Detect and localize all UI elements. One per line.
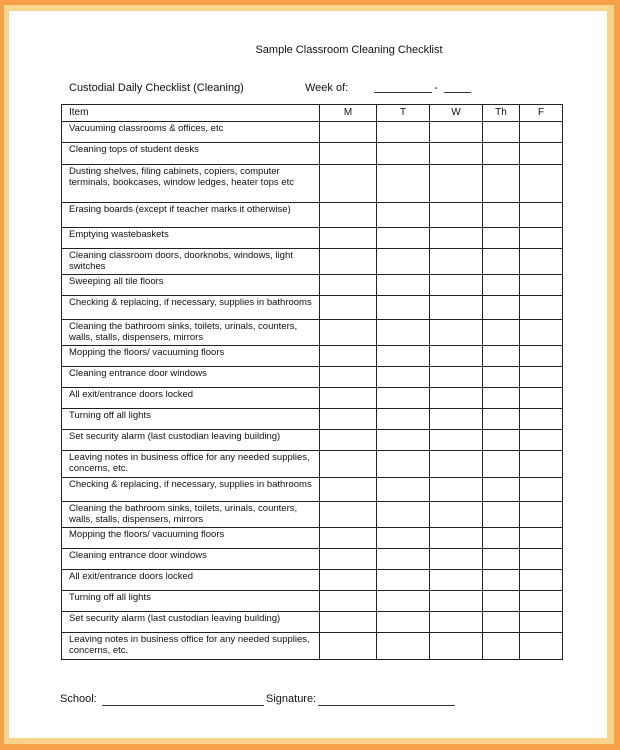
- checklist-item: Turning off all lights: [62, 408, 320, 429]
- checkbox-cell-monday[interactable]: [320, 345, 377, 366]
- checkbox-cell-wednesday[interactable]: [430, 590, 483, 611]
- checkbox-cell-friday[interactable]: [520, 248, 563, 274]
- table-row: [62, 387, 563, 408]
- checkbox-cell-wednesday[interactable]: [430, 142, 483, 164]
- checkbox-cell-monday[interactable]: [320, 387, 377, 408]
- checkbox-cell-friday[interactable]: [520, 408, 563, 429]
- checkbox-cell-tuesday[interactable]: [377, 501, 430, 527]
- checkbox-cell-thursday[interactable]: [483, 527, 520, 548]
- checkbox-cell-thursday[interactable]: [483, 501, 520, 527]
- checklist-item: Mopping the floors/ vacuuming floors: [62, 345, 320, 366]
- checkbox-cell-monday[interactable]: [320, 274, 377, 295]
- checkbox-cell-wednesday[interactable]: [430, 501, 483, 527]
- checkbox-cell-monday[interactable]: [320, 142, 377, 164]
- table-row: [62, 345, 563, 366]
- checkbox-cell-thursday[interactable]: [483, 611, 520, 632]
- checkbox-cell-monday[interactable]: [320, 632, 377, 659]
- checkbox-cell-tuesday[interactable]: [377, 202, 430, 227]
- table-row: [62, 450, 563, 477]
- checkbox-cell-monday[interactable]: [320, 477, 377, 501]
- checkbox-cell-thursday[interactable]: [483, 450, 520, 477]
- checkbox-cell-wednesday[interactable]: [430, 295, 483, 319]
- checkbox-cell-friday[interactable]: [520, 227, 563, 248]
- checkbox-cell-thursday[interactable]: [483, 227, 520, 248]
- checkbox-cell-wednesday[interactable]: [430, 319, 483, 345]
- checkbox-cell-thursday[interactable]: [483, 590, 520, 611]
- checkbox-cell-friday[interactable]: [520, 429, 563, 450]
- checkbox-cell-monday[interactable]: [320, 164, 377, 202]
- checkbox-cell-friday[interactable]: [520, 569, 563, 590]
- column-header-monday: M: [320, 105, 377, 122]
- checklist-subheading: Custodial Daily Checklist (Cleaning): [69, 82, 244, 94]
- column-header-item: Item: [62, 105, 320, 122]
- checkbox-cell-wednesday[interactable]: [430, 366, 483, 387]
- checkbox-cell-monday[interactable]: [320, 366, 377, 387]
- checkbox-cell-friday[interactable]: [520, 319, 563, 345]
- table-row: [62, 248, 563, 274]
- checkbox-cell-tuesday[interactable]: [377, 477, 430, 501]
- checklist-item: Cleaning entrance door windows: [62, 548, 320, 569]
- checkbox-cell-friday[interactable]: [520, 202, 563, 227]
- checklist-item: All exit/entrance doors locked: [62, 387, 320, 408]
- table-row: [62, 164, 563, 202]
- week-start-line[interactable]: [374, 92, 432, 93]
- checkbox-cell-monday[interactable]: [320, 611, 377, 632]
- checkbox-cell-friday[interactable]: [520, 590, 563, 611]
- checkbox-cell-monday[interactable]: [320, 527, 377, 548]
- checkbox-cell-thursday[interactable]: [483, 408, 520, 429]
- checkbox-cell-wednesday[interactable]: [430, 121, 483, 142]
- checkbox-cell-wednesday[interactable]: [430, 548, 483, 569]
- school-label: School:: [60, 693, 97, 705]
- checkbox-cell-tuesday[interactable]: [377, 527, 430, 548]
- checkbox-cell-wednesday[interactable]: [430, 527, 483, 548]
- checkbox-cell-thursday[interactable]: [483, 319, 520, 345]
- week-separator: -: [434, 82, 438, 94]
- checkbox-cell-tuesday[interactable]: [377, 408, 430, 429]
- checkbox-cell-friday[interactable]: [520, 611, 563, 632]
- checklist-item: Cleaning the bathroom sinks, toilets, urinals, counters, walls, stalls, dispensers, mirrors: [62, 501, 320, 527]
- checklist-item: Cleaning tops of student desks: [62, 142, 320, 164]
- checkbox-cell-wednesday[interactable]: [430, 477, 483, 501]
- table-row: [62, 366, 563, 387]
- checkbox-cell-friday[interactable]: [520, 121, 563, 142]
- checkbox-cell-wednesday[interactable]: [430, 387, 483, 408]
- checkbox-cell-friday[interactable]: [520, 632, 563, 659]
- table-row: [62, 429, 563, 450]
- checkbox-cell-wednesday[interactable]: [430, 345, 483, 366]
- checkbox-cell-friday[interactable]: [520, 527, 563, 548]
- column-header-thursday: Th: [483, 105, 520, 122]
- checkbox-cell-monday[interactable]: [320, 319, 377, 345]
- checkbox-cell-monday[interactable]: [320, 429, 377, 450]
- checkbox-cell-friday[interactable]: [520, 501, 563, 527]
- checkbox-cell-monday[interactable]: [320, 248, 377, 274]
- checkbox-cell-thursday[interactable]: [483, 248, 520, 274]
- checkbox-cell-wednesday[interactable]: [430, 450, 483, 477]
- checkbox-cell-tuesday[interactable]: [377, 142, 430, 164]
- checkbox-cell-friday[interactable]: [520, 387, 563, 408]
- checkbox-cell-tuesday[interactable]: [377, 366, 430, 387]
- checkbox-cell-thursday[interactable]: [483, 121, 520, 142]
- checkbox-cell-tuesday[interactable]: [377, 548, 430, 569]
- table-row: [62, 501, 563, 527]
- week-end-line[interactable]: [444, 92, 471, 93]
- checklist-item: Checking & replacing, if necessary, supplies in bathrooms: [62, 477, 320, 501]
- checkbox-cell-friday[interactable]: [520, 142, 563, 164]
- checkbox-cell-thursday[interactable]: [483, 274, 520, 295]
- checkbox-cell-tuesday[interactable]: [377, 590, 430, 611]
- checkbox-cell-wednesday[interactable]: [430, 569, 483, 590]
- page-title: Sample Classroom Cleaning Checklist: [255, 44, 443, 56]
- table-row: [62, 569, 563, 590]
- checkbox-cell-friday[interactable]: [520, 345, 563, 366]
- checkbox-cell-monday[interactable]: [320, 548, 377, 569]
- checklist-item: Leaving notes in business office for any needed supplies, concerns, etc.: [62, 450, 320, 477]
- checkbox-cell-monday[interactable]: [320, 569, 377, 590]
- checklist-item: Sweeping all tile floors: [62, 274, 320, 295]
- checkbox-cell-monday[interactable]: [320, 295, 377, 319]
- table-row: [62, 227, 563, 248]
- table-row: [62, 632, 563, 659]
- signature-field-line[interactable]: [318, 705, 455, 706]
- column-header-friday: F: [520, 105, 563, 122]
- checkbox-cell-tuesday[interactable]: [377, 632, 430, 659]
- table-header-row: [62, 105, 563, 122]
- checkbox-cell-monday[interactable]: [320, 227, 377, 248]
- checkbox-cell-wednesday[interactable]: [430, 274, 483, 295]
- checkbox-cell-tuesday[interactable]: [377, 611, 430, 632]
- checkbox-cell-thursday[interactable]: [483, 295, 520, 319]
- checkbox-cell-friday[interactable]: [520, 366, 563, 387]
- checklist-item: Checking & replacing, if necessary, supplies in bathrooms: [62, 295, 320, 319]
- checkbox-cell-wednesday[interactable]: [430, 408, 483, 429]
- checkbox-cell-monday[interactable]: [320, 590, 377, 611]
- checkbox-cell-wednesday[interactable]: [430, 202, 483, 227]
- checklist-item: Erasing boards (except if teacher marks it otherwise): [62, 202, 320, 227]
- checkbox-cell-tuesday[interactable]: [377, 274, 430, 295]
- checklist-item: Set security alarm (last custodian leaving building): [62, 429, 320, 450]
- checklist-item: Emptying wastebaskets: [62, 227, 320, 248]
- checkbox-cell-friday[interactable]: [520, 274, 563, 295]
- checklist-item: Turning off all lights: [62, 590, 320, 611]
- checklist-item: All exit/entrance doors locked: [62, 569, 320, 590]
- table-row: [62, 295, 563, 319]
- checkbox-cell-tuesday[interactable]: [377, 450, 430, 477]
- checkbox-cell-thursday[interactable]: [483, 477, 520, 501]
- checkbox-cell-tuesday[interactable]: [377, 164, 430, 202]
- checkbox-cell-tuesday[interactable]: [377, 295, 430, 319]
- checkbox-cell-friday[interactable]: [520, 450, 563, 477]
- week-of-label: Week of:: [305, 82, 349, 94]
- checkbox-cell-thursday[interactable]: [483, 387, 520, 408]
- table-row: [62, 611, 563, 632]
- checklist-item: Vacuuming classrooms & offices, etc: [62, 121, 320, 142]
- checkbox-cell-tuesday[interactable]: [377, 429, 430, 450]
- checkbox-cell-monday[interactable]: [320, 121, 377, 142]
- checkbox-cell-monday[interactable]: [320, 450, 377, 477]
- checklist-item: Cleaning entrance door windows: [62, 366, 320, 387]
- checkbox-cell-thursday[interactable]: [483, 429, 520, 450]
- table-row: [62, 590, 563, 611]
- checklist-item: Cleaning classroom doors, doorknobs, windows, light switches: [62, 248, 320, 274]
- signature-label: Signature:: [266, 693, 317, 705]
- checkbox-cell-friday[interactable]: [520, 295, 563, 319]
- checklist-table: [61, 104, 563, 660]
- checklist-item: Mopping the floors/ vacuuming floors: [62, 527, 320, 548]
- checkbox-cell-friday[interactable]: [520, 548, 563, 569]
- table-row: [62, 121, 563, 142]
- checkbox-cell-thursday[interactable]: [483, 548, 520, 569]
- checkbox-cell-tuesday[interactable]: [377, 569, 430, 590]
- checkbox-cell-wednesday[interactable]: [430, 429, 483, 450]
- table-row: [62, 319, 563, 345]
- checkbox-cell-wednesday[interactable]: [430, 632, 483, 659]
- table-row: [62, 548, 563, 569]
- column-header-tuesday: T: [377, 105, 430, 122]
- checklist-item: Set security alarm (last custodian leaving building): [62, 611, 320, 632]
- column-header-wednesday: W: [430, 105, 483, 122]
- checkbox-cell-friday[interactable]: [520, 477, 563, 501]
- checkbox-cell-wednesday[interactable]: [430, 164, 483, 202]
- checklist-item: Dusting shelves, filing cabinets, copiers, computer terminals, bookcases, window ledges, heater tops etc: [62, 164, 320, 202]
- checkbox-cell-thursday[interactable]: [483, 366, 520, 387]
- checkbox-cell-monday[interactable]: [320, 408, 377, 429]
- checkbox-cell-wednesday[interactable]: [430, 248, 483, 274]
- table-row: [62, 202, 563, 227]
- checkbox-cell-tuesday[interactable]: [377, 248, 430, 274]
- checkbox-cell-monday[interactable]: [320, 202, 377, 227]
- checklist-item: Leaving notes in business office for any needed supplies, concerns, etc.: [62, 632, 320, 659]
- checkbox-cell-thursday[interactable]: [483, 345, 520, 366]
- checkbox-cell-thursday[interactable]: [483, 142, 520, 164]
- school-field-line[interactable]: [102, 705, 264, 706]
- checkbox-cell-thursday[interactable]: [483, 632, 520, 659]
- checkbox-cell-wednesday[interactable]: [430, 611, 483, 632]
- table-row: [62, 477, 563, 501]
- checkbox-cell-tuesday[interactable]: [377, 319, 430, 345]
- checkbox-cell-monday[interactable]: [320, 501, 377, 527]
- table-row: [62, 274, 563, 295]
- table-row: [62, 527, 563, 548]
- table-row: [62, 408, 563, 429]
- checkbox-cell-wednesday[interactable]: [430, 227, 483, 248]
- checkbox-cell-tuesday[interactable]: [377, 387, 430, 408]
- checkbox-cell-tuesday[interactable]: [377, 121, 430, 142]
- checklist-item: Cleaning the bathroom sinks, toilets, urinals, counters, walls, stalls, dispensers, mirrors: [62, 319, 320, 345]
- checkbox-cell-thursday[interactable]: [483, 569, 520, 590]
- table-row: [62, 142, 563, 164]
- checkbox-cell-thursday[interactable]: [483, 164, 520, 202]
- checkbox-cell-tuesday[interactable]: [377, 227, 430, 248]
- checkbox-cell-friday[interactable]: [520, 164, 563, 202]
- checkbox-cell-tuesday[interactable]: [377, 345, 430, 366]
- checkbox-cell-thursday[interactable]: [483, 202, 520, 227]
